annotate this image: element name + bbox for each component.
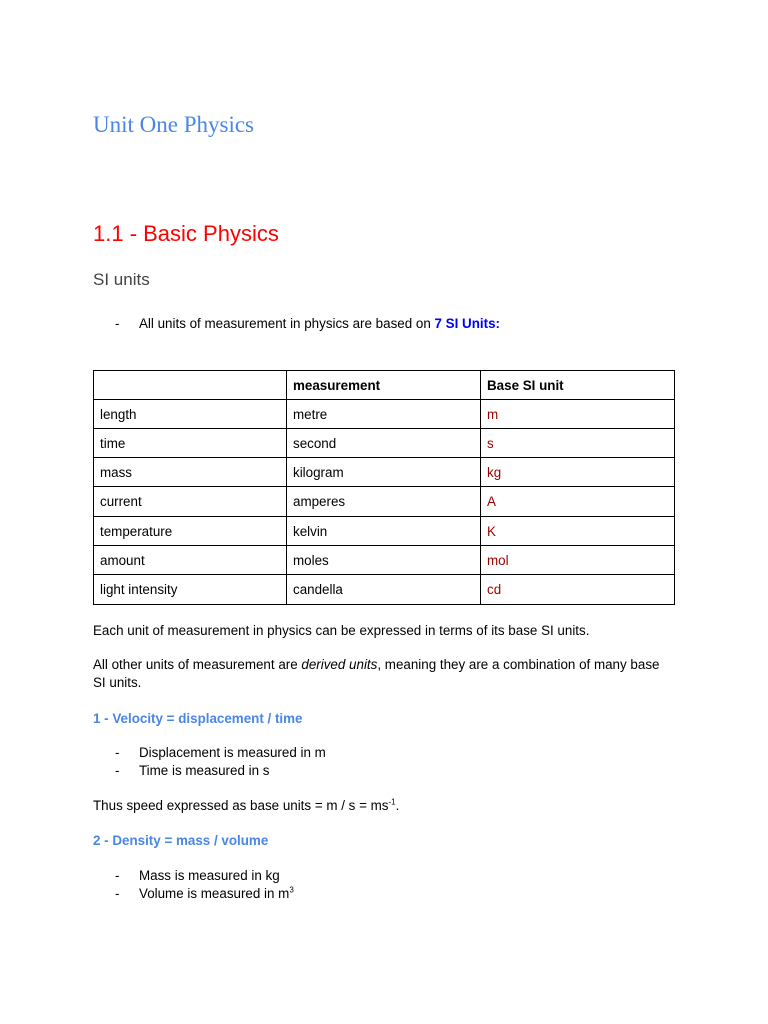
document-title: Unit One Physics (93, 112, 254, 137)
measurement-cell: candella (287, 575, 481, 605)
measurement-cell: kilogram (287, 458, 481, 487)
bullet-dash: - (115, 316, 120, 331)
unit-cell: m (481, 400, 675, 429)
quantity-cell: light intensity (94, 575, 287, 605)
paragraph-text: , meaning they are a combination of many base SI units. (93, 657, 660, 690)
table-row (94, 429, 675, 458)
measurement-cell: kelvin (287, 517, 481, 546)
paragraph-derived-units (93, 656, 675, 692)
list-item (115, 762, 269, 780)
quantity-cell: amount (94, 546, 287, 575)
quantity-cell: length (94, 400, 287, 429)
list-item (115, 867, 280, 885)
measurement-cell: moles (287, 546, 481, 575)
table-row (94, 458, 675, 487)
list-item (115, 885, 294, 903)
velocity-heading: 1 - Velocity = displacement / time (93, 711, 303, 726)
measurement-cell: second (287, 429, 481, 458)
unit-cell: cd (481, 575, 675, 605)
measurement-cell: metre (287, 400, 481, 429)
section-heading: 1.1 - Basic Physics (93, 221, 279, 246)
list-item-text: Time is measured in s (139, 763, 270, 778)
list-item-text: Volume is measured in m (139, 886, 290, 901)
list-item-text: Mass is measured in kg (139, 868, 280, 883)
bullet-dash: - (115, 763, 120, 778)
density-heading: 2 - Density = mass / volume (93, 833, 269, 848)
table-row (94, 517, 675, 546)
paragraph-text: All other units of measurement are (93, 657, 302, 672)
intro-bullet-text: All units of measurement in physics are based on (139, 316, 435, 331)
quantity-cell: current (94, 487, 287, 517)
table-row (94, 400, 675, 429)
bullet-dash: - (115, 745, 120, 760)
unit-cell: s (481, 429, 675, 458)
quantity-cell: temperature (94, 517, 287, 546)
exponent: -1 (388, 797, 396, 807)
table-header-cell: Base SI unit (481, 371, 675, 400)
list-item (115, 744, 326, 762)
si-units-table (93, 370, 675, 605)
list-item-text: Displacement is measured in m (139, 745, 326, 760)
unit-cell: kg (481, 458, 675, 487)
derived-units-term: derived units (301, 657, 378, 672)
table-header-cell (94, 371, 287, 400)
exponent: 3 (289, 885, 294, 895)
table-header-cell: measurement (287, 371, 481, 400)
conclusion-text: Thus speed expressed as base units = m / s = ms (93, 798, 389, 813)
paragraph-base-units: Each unit of measurement in physics can be expressed in terms of its base SI units. (93, 623, 590, 638)
table-row (94, 546, 675, 575)
unit-cell: mol (481, 546, 675, 575)
sub-heading: SI units (93, 270, 150, 289)
table-row (94, 487, 675, 517)
unit-cell: K (481, 517, 675, 546)
bullet-dash: - (115, 868, 120, 883)
si-units-emphasis: 7 SI Units: (434, 316, 500, 331)
conclusion-end: . (395, 798, 400, 813)
quantity-cell: time (94, 429, 287, 458)
table-header-row (94, 371, 675, 400)
measurement-cell: amperes (287, 487, 481, 517)
unit-cell: A (481, 487, 675, 517)
bullet-dash: - (115, 886, 120, 901)
quantity-cell: mass (94, 458, 287, 487)
speed-conclusion (93, 797, 675, 815)
table-row (94, 575, 675, 605)
intro-bullet (115, 315, 500, 333)
